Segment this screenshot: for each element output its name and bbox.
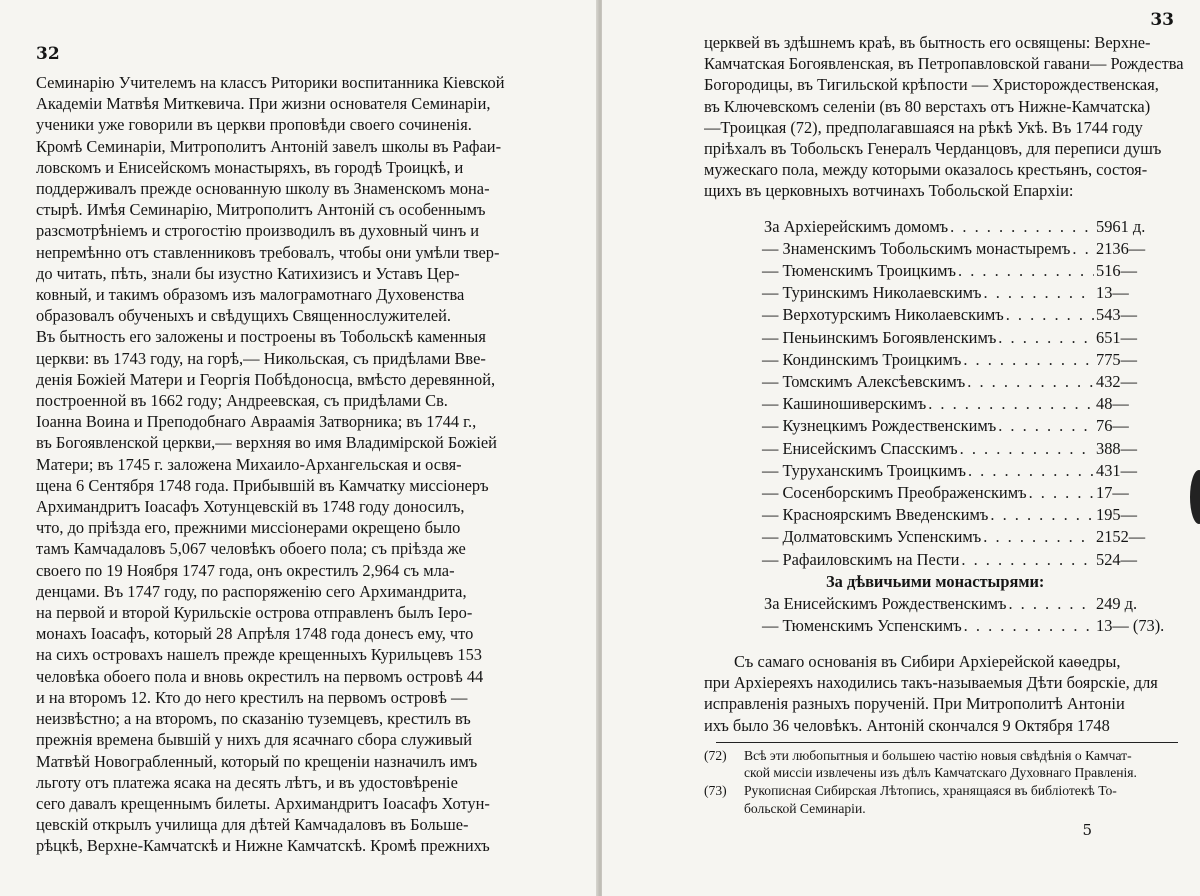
text-line: стырѣ. Имѣя Семинарію, Митрополитъ Антоній съ особеннымъ (36, 200, 486, 220)
row-label: — Тюменскимъ Успенскимъ (762, 615, 962, 635)
footnote-rule (716, 742, 1178, 743)
text-line: Кромѣ Семинаріи, Митрополитъ Антоній завелъ школы въ Рафаи- (36, 136, 502, 156)
row-value: 432— (1096, 372, 1137, 392)
text-line: ученики уже говорили въ церкви проповѣди своего сочиненія. (36, 115, 472, 135)
row-value: 17— (1096, 482, 1129, 502)
table-row (704, 593, 1188, 615)
row-label: — Тюменскимъ Троицкимъ (762, 261, 956, 281)
text-line: построенной въ 1662 году; Андреевская, съ придѣлами Св. (36, 391, 448, 411)
row-label: — Пеньинскимъ Богоявленскимъ (762, 327, 997, 347)
table-row (704, 216, 1188, 238)
table-row (704, 482, 1188, 504)
text-line: неизвѣстно; а на второмъ, по сказанію туземцевъ, крестилъ въ (36, 709, 471, 729)
table-row (704, 349, 1188, 371)
dot-leader (998, 416, 1094, 436)
text-line: мужескаго пола, между которыми оказалось крестьянъ, состоя- (704, 160, 1148, 180)
text-line: и на второмъ 12. Кто до него крестилъ на первомъ островѣ — (36, 687, 468, 707)
row-value: 76— (1096, 416, 1129, 436)
table-row (704, 415, 1188, 437)
table-row (704, 327, 1188, 349)
footnote-mark: (72) (704, 747, 727, 763)
text-line: въ Ключевскомъ селеніи (въ 80 верстахъ отъ Нижне-Камчатска) (704, 96, 1151, 116)
dot-leader (960, 439, 1094, 459)
table-row (704, 438, 1188, 460)
text-line: разсмотрѣніемъ и строгостію производилъ въ духовный чинъ и (36, 221, 480, 241)
text-line: Въ бытность его заложены и построены въ Тобольскѣ каменныя (36, 327, 486, 347)
text-line: монахъ Іоасафъ, который 28 Апрѣля 1748 года донесъ ему, что (36, 624, 474, 644)
text-line: Академіи Матвѣя Миткевича. При жизни основателя Семинаріи, (36, 94, 491, 114)
row-value: 524— (1096, 549, 1137, 569)
row-label: За Енисейскимъ Рождественскимъ (764, 593, 1007, 613)
footnote-text (744, 782, 1188, 817)
row-value: 195— (1096, 505, 1137, 525)
row-label: — Верхотурскимъ Николаевскимъ (762, 305, 1004, 325)
text-line: —Троицкая (72), предполагавшаяся на рѣкѣ Укѣ. Въ 1744 году (704, 117, 1143, 137)
page-number-left: 32 (36, 44, 60, 64)
convent-rows (704, 593, 1188, 637)
text-line: Съ самаго основанія въ Сибири Архіерейской каѳедры, (734, 652, 1121, 671)
row-label: — Знаменскимъ Тобольскимъ монастыремъ (762, 238, 1071, 258)
dot-leader (1008, 594, 1094, 614)
text-line: Семинарію Учителемъ на классъ Риторики воспитанника Кіевской (36, 73, 505, 92)
text-line: сего давалъ крещеннымъ билеты. Архимандритъ Іоасафъ Хотун- (36, 793, 490, 813)
table-row (704, 615, 1188, 637)
text-line: денія Божіей Матери и Георгія Побѣдоносца, вмѣсто деревянной, (36, 369, 496, 389)
footnote-line: Рукописная Сибирская Лѣтопись, хранящаяся въ библіотекѣ То- (744, 783, 1117, 798)
text-line: церкви: въ 1743 году, на горѣ,— Никольская, съ придѣлами Вве- (36, 348, 486, 368)
dot-leader (1006, 305, 1094, 325)
peasant-census-table (704, 216, 1188, 637)
row-label: — Томскимъ Алексѣевскимъ (762, 372, 966, 392)
row-value: 13— (73). (1096, 615, 1165, 635)
table-row (704, 371, 1188, 393)
text-line: пріѣхалъ въ Тобольскъ Генералъ Черданцовъ, для переписи душъ (704, 139, 1162, 159)
text-line: прежнія времена бывшій у нихъ для ясачнаго сбора служивый (36, 730, 472, 750)
footnote-line: ской миссіи извлечены изъ дѣлъ Камчатскаго Духовнаго Правленія. (744, 765, 1137, 781)
dot-leader (990, 505, 1094, 525)
dot-leader (963, 350, 1094, 370)
text-line: своего по 19 Ноября 1747 года, онъ окрестилъ 2,964 съ мла- (36, 560, 455, 580)
footnote-text (744, 747, 1188, 782)
footnote (704, 747, 1188, 782)
text-line: тамъ Камчадаловъ 5,067 человѣкъ обоего пола; съ пріѣзда же (36, 539, 466, 559)
table-row (704, 526, 1188, 548)
dot-leader (1072, 239, 1094, 259)
row-value: 543— (1096, 305, 1137, 325)
convents-heading: За дѣвичьими монастырями: (826, 571, 1045, 591)
text-line: человѣка обоего пола и вновь окрестилъ на первомъ островѣ 44 (36, 666, 484, 686)
footnote-line: Всѣ эти любопытныя и большею частію новыя свѣдѣнія о Камчат- (744, 747, 1132, 763)
row-value: 431— (1096, 460, 1137, 480)
text-line: исправленія разныхъ порученій. При Митрополитѣ Антоніи (704, 694, 1125, 714)
text-line: денцами. Въ 1747 году, по распоряженію сего Архимандрита, (36, 581, 467, 601)
row-label: За Архіерейскимъ домомъ (764, 216, 949, 236)
dot-leader (958, 261, 1094, 281)
text-line: льготу отъ платежа ясака на десять лѣтъ, и въ удостовѣреніе (36, 772, 458, 792)
row-label: — Енисейскимъ Спасскимъ (762, 438, 958, 458)
table-row (704, 460, 1188, 482)
dot-leader (1029, 483, 1094, 503)
row-value: 249 д. (1096, 593, 1138, 613)
text-line: Матвѣй Новограбленный, который по крещеніи назначилъ имъ (36, 751, 478, 771)
table-row (704, 393, 1188, 415)
dot-leader (928, 394, 1094, 414)
row-value: 5961 д. (1096, 216, 1146, 236)
row-label: — Туруханскимъ Троицкимъ (762, 460, 966, 480)
row-label: — Туринскимъ Николаевскимъ (762, 283, 982, 303)
right-page-closing (704, 651, 1188, 736)
page-number-right: 33 (1150, 10, 1174, 30)
text-line: на первой и второй Курильскіе острова отправленъ былъ Іеро- (36, 603, 473, 623)
dot-leader (998, 328, 1094, 348)
text-line: щихъ въ церковныхъ вотчинахъ Тобольской Епархіи: (704, 181, 1074, 201)
text-line: Богородицы, въ Тигильской крѣпости — Христорождественская, (704, 75, 1159, 95)
right-page-intro (704, 32, 1188, 202)
row-value: 13— (1096, 283, 1129, 303)
row-value: 2152— (1096, 527, 1146, 547)
footnotes (704, 747, 1188, 817)
text-line: Іоанна Воина и Преподобнаго Авраамія Затворника; въ 1744 г., (36, 412, 477, 432)
table-row (704, 282, 1188, 304)
dot-leader (967, 372, 1094, 392)
left-page (0, 0, 598, 896)
text-line: Камчатская Богоявленская, въ Петропавловской гавани— Рождества (704, 54, 1184, 74)
row-label: — Кузнецкимъ Рождественскимъ (762, 416, 997, 436)
row-label: — Долматовскимъ Успенскимъ (762, 527, 982, 547)
text-line: въ Богоявленской церкви,— верхняя во имя Владимірской Божіей (36, 433, 497, 453)
row-value: 651— (1096, 327, 1137, 347)
text-line: ковный, и такимъ образомъ изъ малограмотнаго Духовенства (36, 285, 465, 305)
dot-leader (961, 550, 1094, 570)
footnote (704, 782, 1188, 817)
row-label: — Красноярскимъ Введенскимъ (762, 505, 989, 525)
text-line: Архимандритъ Іоасафъ Хотунцевскій въ 1748 году доносилъ, (36, 497, 465, 517)
text-line: образовалъ обученыхъ и свѣдущихъ Священнослужителей. (36, 306, 452, 326)
text-line: ихъ было 36 человѣкъ. Антоній скончался 9 Октября 1748 (704, 715, 1110, 735)
table-row (704, 260, 1188, 282)
row-value: 775— (1096, 349, 1137, 369)
row-label: — Рафаиловскимъ на Пести (762, 549, 960, 569)
footnote-line: больской Семинаріи. (744, 800, 866, 816)
text-line: что, до пріѣзда его, прежними миссіонерами окрещено было (36, 518, 461, 538)
text-line: церквей въ здѣшнемъ краѣ, въ бытность его освящены: Верхне- (704, 33, 1151, 52)
footnote-mark: (73) (704, 783, 727, 798)
dot-leader (983, 527, 1094, 547)
right-page (602, 0, 1200, 896)
row-value: 516— (1096, 261, 1137, 281)
row-value: 2136— (1096, 238, 1146, 258)
table-row (704, 304, 1188, 326)
table-row (704, 504, 1188, 526)
text-line: поддерживалъ прежде основанную школу въ Знаменскомъ мона- (36, 179, 490, 199)
text-line: непремѣнно отъ ставленниковъ требовалъ, чтобы они умѣли твер- (36, 242, 500, 262)
dot-leader (984, 283, 1094, 303)
text-line: цевскій открылъ училища для дѣтей Камчадаловъ въ Больше- (36, 815, 469, 835)
dot-leader (968, 461, 1094, 481)
left-page-body (36, 72, 580, 857)
table-row (704, 238, 1188, 260)
row-value: 48— (1096, 394, 1129, 414)
text-line: рѣцкѣ, Верхне-Камчатскѣ и Нижне Камчатскѣ. Кромѣ прежнихъ (36, 836, 490, 856)
text-line: до читать, пѣть, знали бы изустно Катихизисъ и Уставъ Цер- (36, 263, 460, 283)
page-edge-mark (1190, 470, 1200, 524)
text-line: на сихъ островахъ нашелъ прежде крещенныхъ Курильцевъ 153 (36, 645, 482, 665)
printer-signature: 5 (1082, 821, 1092, 840)
text-line: при Архіереяхъ находились такъ-называемыя Дѣти боярскіе, для (704, 673, 1158, 693)
table-row (704, 548, 1188, 570)
monastery-rows (704, 216, 1188, 571)
text-line: щена 6 Сентября 1748 года. Прибывшій въ Камчатку миссіонеръ (36, 475, 489, 495)
text-line: Матери; въ 1745 г. заложена Михаило-Архангельская и освя- (36, 454, 462, 474)
row-value: 388— (1096, 438, 1137, 458)
dot-leader (950, 217, 1094, 237)
row-label: — Сосенборскимъ Преображенскимъ (762, 482, 1027, 502)
row-label: — Кондинскимъ Троицкимъ (762, 349, 962, 369)
dot-leader (964, 616, 1094, 636)
row-label: — Кашиношиверскимъ (762, 394, 927, 414)
text-line: ловскомъ и Енисейскомъ монастыряхъ, въ городѣ Троицкѣ, и (36, 157, 464, 177)
